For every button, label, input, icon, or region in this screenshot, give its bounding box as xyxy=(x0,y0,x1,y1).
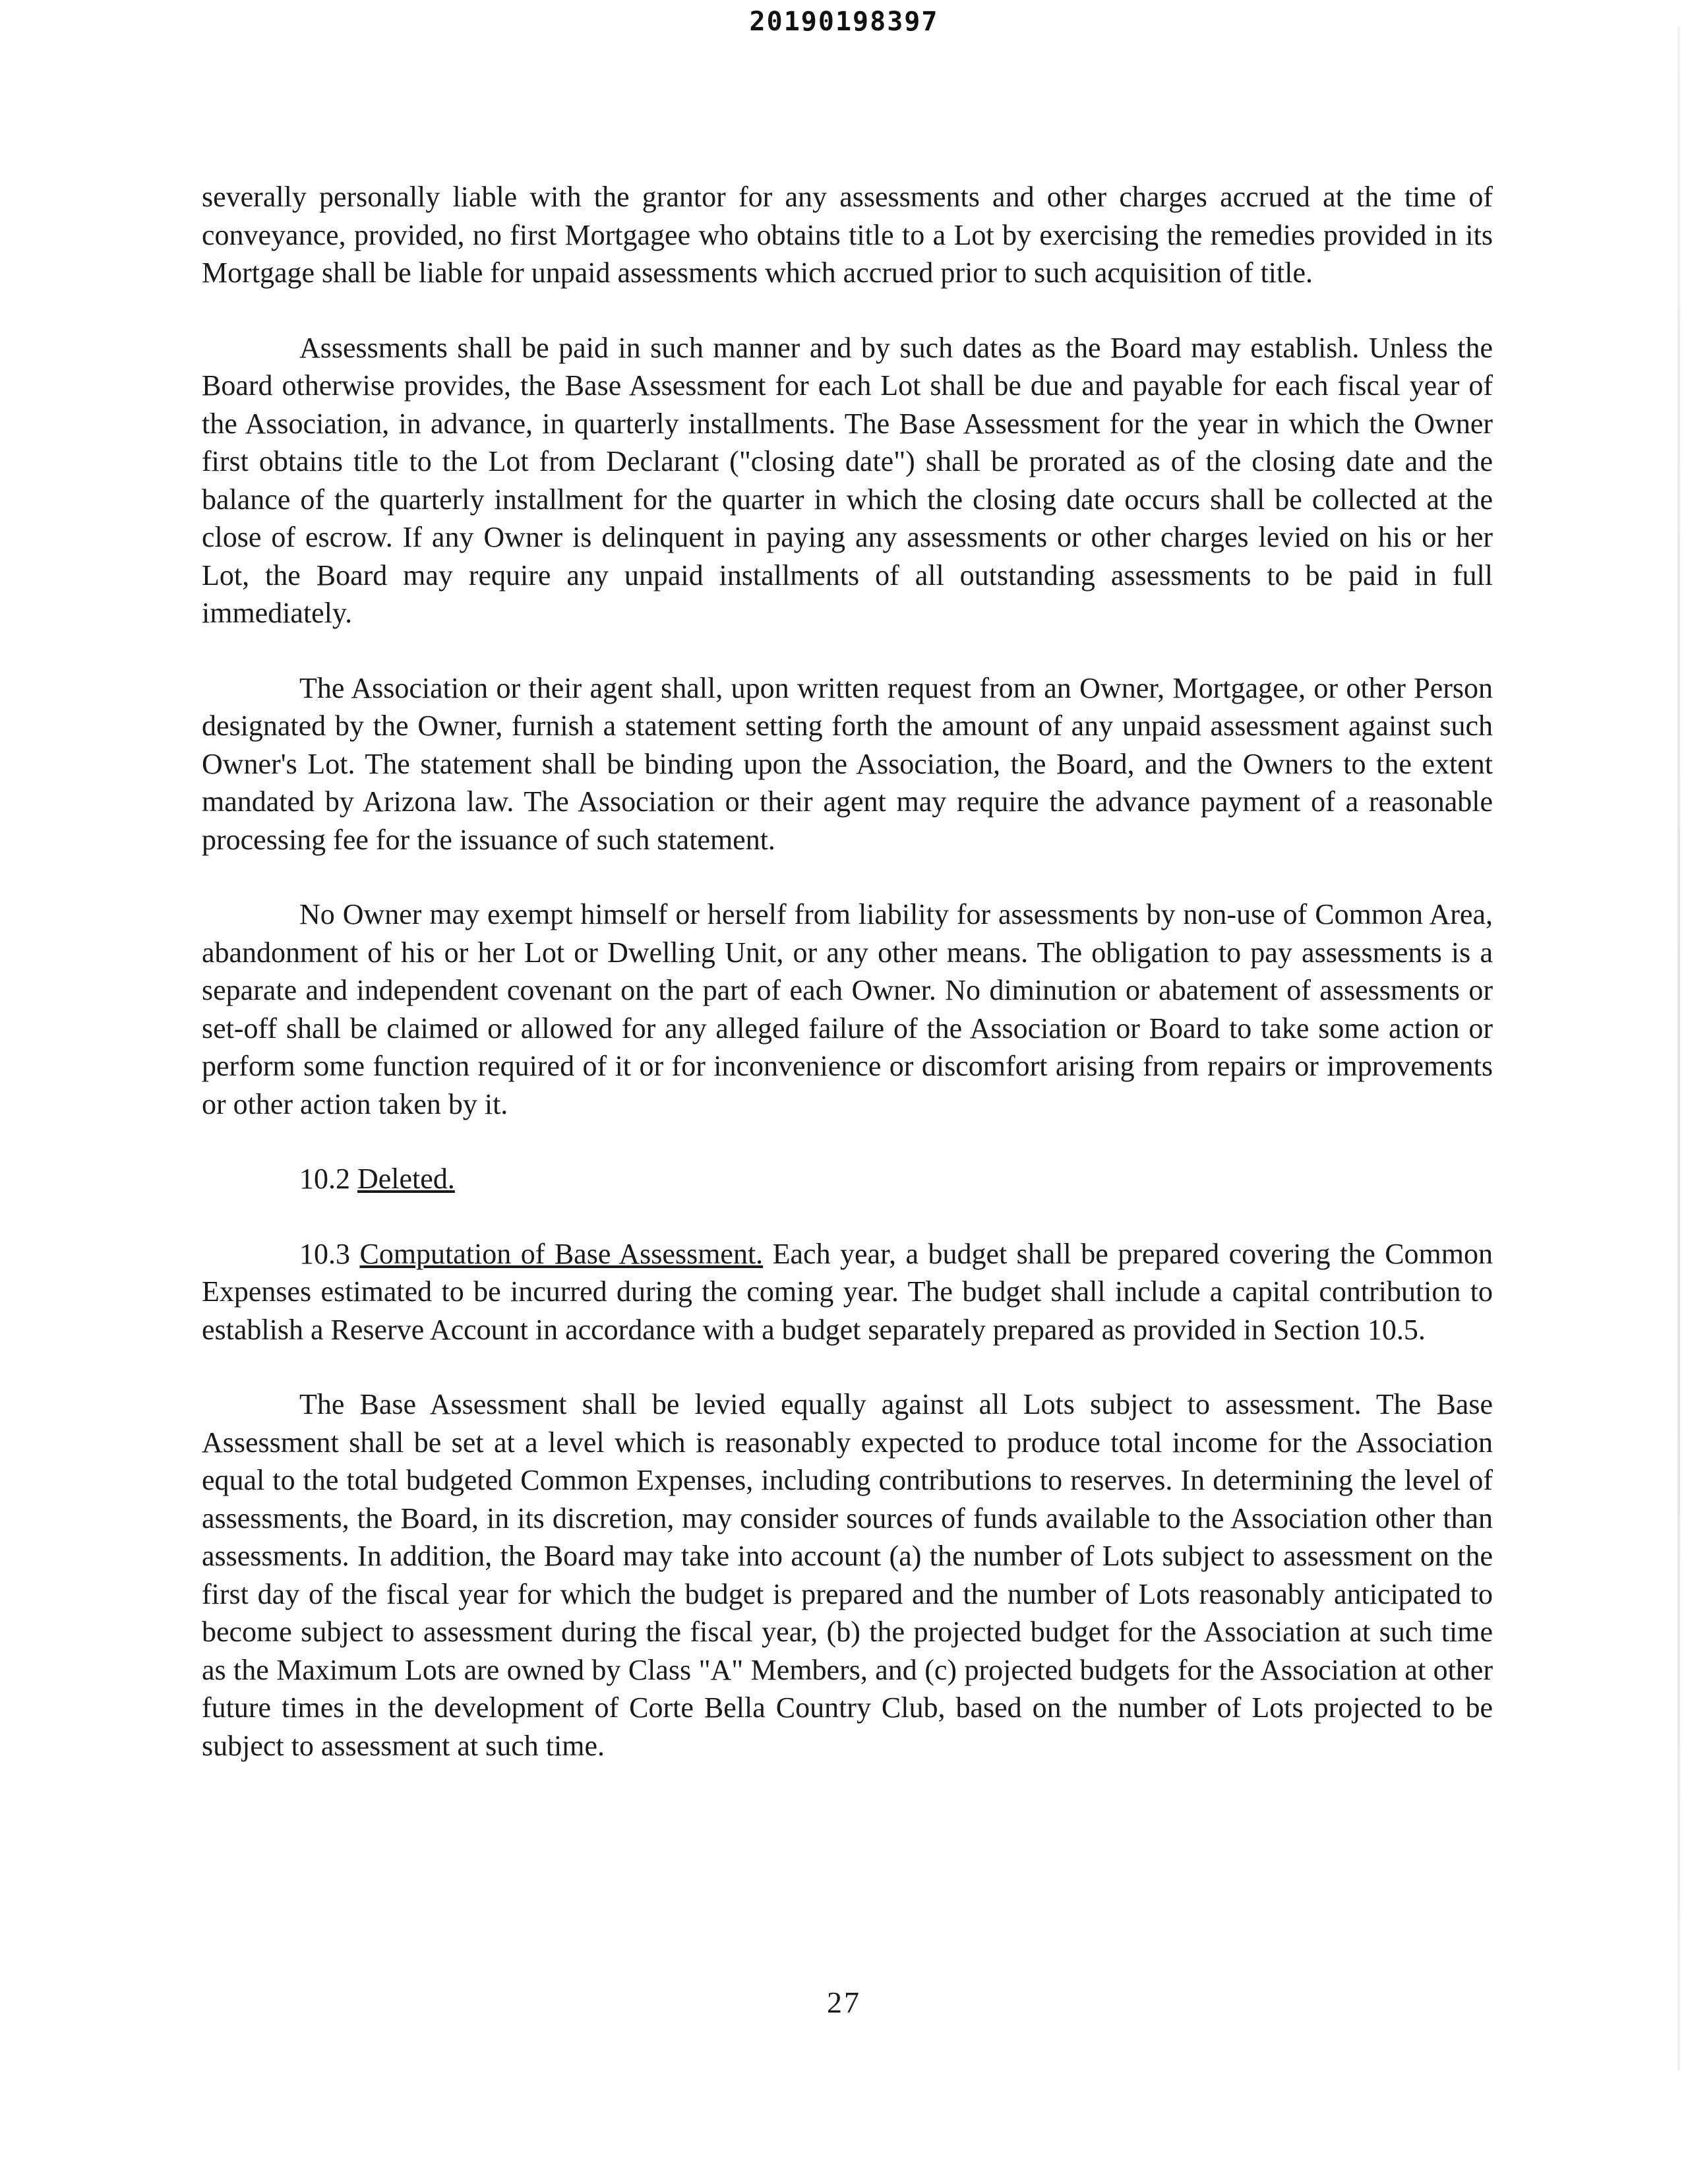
scan-edge-artifact xyxy=(1677,26,1680,2071)
recording-number: 20190198397 xyxy=(749,7,939,37)
paragraph-liability: severally personally liable with the grantor for any assessments and other charges accrued at the time of conveyance, provided, no first Mortgagee who obtains title to a Lot by exercising the remedies provided in its Mortgage shall be liable for unpaid assessments which accrued prior to such acquisition of title. xyxy=(202,181,1493,289)
paragraph-base-assessment: The Base Assessment shall be levied equally against all Lots subject to assessment. The Base Assessment shall be set at a level which is reasonably expected to produce total income for the Association equal to the total budgeted Common Expenses, including contributions to reserves. In determining the level of assessments, the Board, in its discretion, may consider sources of funds available to the Association other than assessments. In addition, the Board may take into account (a) the number of Lots subject to assessment on the first day of the fiscal year for which the budget is prepared and the number of Lots reasonably anticipated to become subject to assessment during the fiscal year, (b) the projected budget for the Association at such time as the Maximum Lots are owned by Class "A" Members, and (c) projected budgets for the Association at other future times in the development of Corte Bella Country Club, based on the number of Lots projected to be subject to assessment at such time. xyxy=(202,1388,1493,1762)
section-10-2 xyxy=(202,1160,1493,1198)
paragraph-no-exemption: No Owner may exempt himself or herself from liability for assessments by non-use of Common Area, abandonment of his or her Lot or Dwelling Unit, or any other means. The obligation to pay assessments is a separate and independent covenant on the part of each Owner. No diminution or abatement of assessments or set-off shall be claimed or allowed for any alleged failure of the Association or Board to take some action or perform some function required of it or for inconvenience or discomfort arising from repairs or improvements or other action taken by it. xyxy=(202,898,1493,1120)
paragraph-payment: Assessments shall be paid in such manner and by such dates as the Board may establish. Unless the Board otherwise provides, the Base Assessment for each Lot shall be due and payable for each fiscal year of the Association, in advance, in quarterly installments. The Base Assessment for the year in which the Owner first obtains title to the Lot from Declarant ("closing date") shall be prorated as of the closing date and the balance of the quarterly installment for the quarter in which the closing date occurs shall be collected at the close of escrow. If any Owner is delinquent in paying any assessments or other charges levied on his or her Lot, the Board may require any unpaid installments of all outstanding assessments to be paid in full immediately. xyxy=(202,331,1493,629)
document-body xyxy=(202,178,1493,1802)
section-10-2-number: 10.2 xyxy=(299,1163,350,1195)
section-10-3 xyxy=(202,1235,1493,1349)
section-10-3-text: Each year, a budget shall be prepared covering the Common Expenses estimated to be incurred during the coming year. The budget shall include a capital contribution to establish a Reserve Account in accordance with a budget separately prepared as provided in Section 10.5. xyxy=(202,1237,1493,1346)
section-10-3-title: Computation of Base Assessment. xyxy=(359,1237,764,1270)
paragraph-statement: The Association or their agent shall, upon written request from an Owner, Mortgagee, or other Person designated by the Owner, furnish a statement setting forth the amount of any unpaid assessment against such Owner's Lot. The statement shall be binding upon the Association, the Board, and the Owners to the extent mandated by Arizona law. The Association or their agent may require the advance payment of a reasonable processing fee for the issuance of such statement. xyxy=(202,671,1493,856)
page-number: 27 xyxy=(827,1986,861,2019)
section-10-3-number: 10.3 xyxy=(299,1237,350,1270)
section-10-2-title: Deleted. xyxy=(357,1163,455,1195)
